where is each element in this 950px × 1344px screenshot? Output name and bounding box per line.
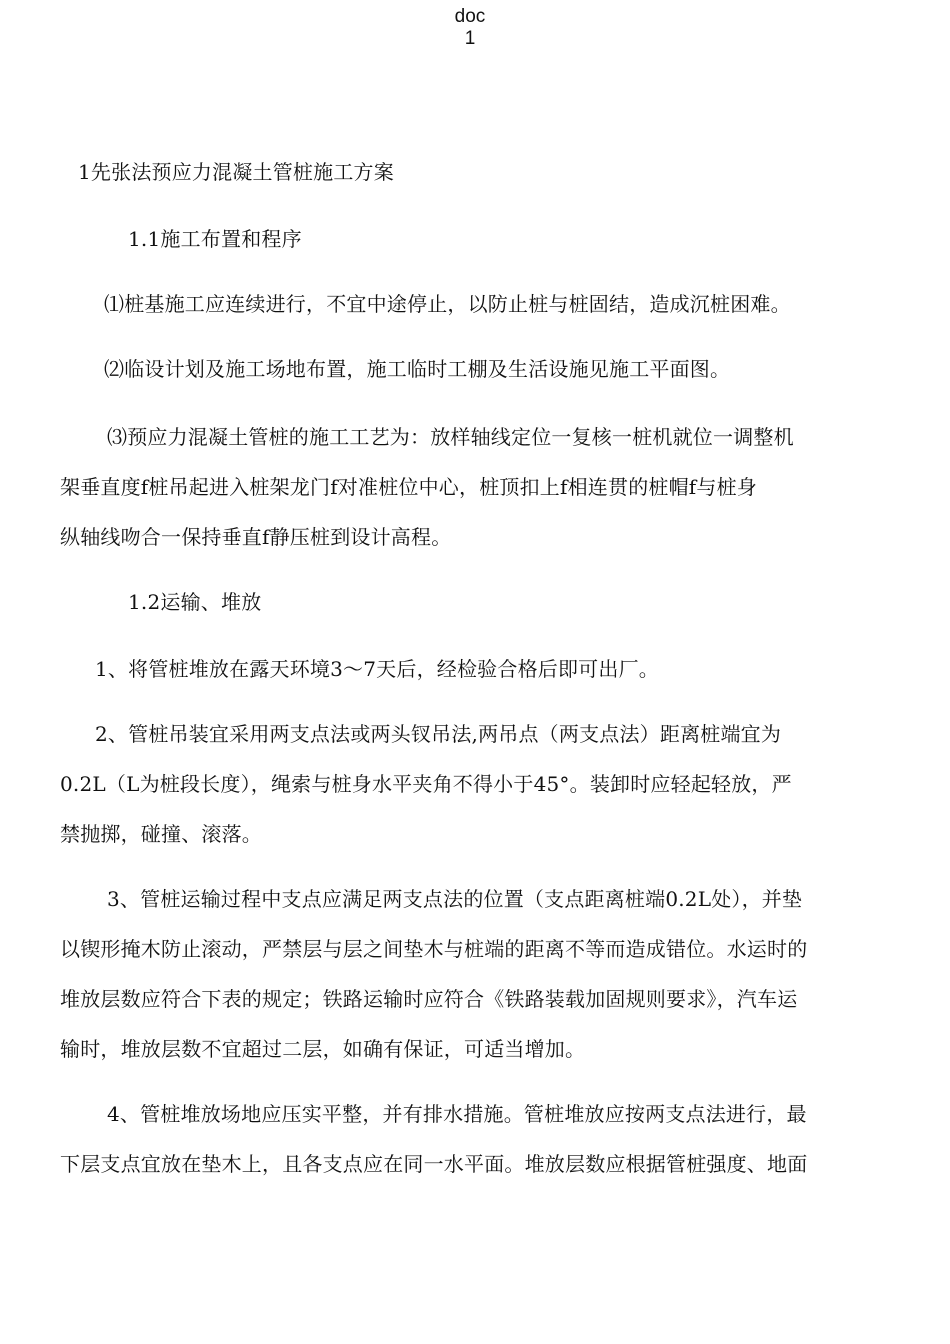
paragraph-line: ⑵临设计划及施工场地布置，施工临时工棚及生活设施见施工平面图。 — [104, 357, 731, 381]
paragraph-line: 2、管桩吊装宜采用两支点法或两头钗吊法,两吊点（两支点法）距离桩端宜为 — [95, 722, 782, 746]
paragraph-line: 堆放层数应符合下表的规定；铁路运输时应符合《铁路装载加固规则要求》，汽车运 — [60, 987, 798, 1011]
paragraph-line: 3、管桩运输过程中支点应满足两支点法的位置（支点距离桩端0.2L处），并垫 — [107, 887, 803, 911]
paragraph-line: 输时，堆放层数不宜超过二层，如确有保证，可适当增加。 — [60, 1037, 586, 1061]
paragraph-line: ⑴桩基施工应连续进行，不宜中途停止，以防止桩与桩固结，造成沉桩困难。 — [104, 292, 791, 316]
subsection-heading-1-1: 1.1施工布置和程序 — [128, 227, 302, 251]
paragraph-line: 4、管桩堆放场地应压实平整，并有排水措施。管桩堆放应按两支点法进行，最 — [107, 1102, 807, 1126]
header-page-number: 1 — [464, 28, 476, 49]
paragraph-line: 纵轴线吻合一保持垂直f静压桩到设计高程。 — [60, 525, 452, 549]
paragraph-line: ⑶预应力混凝土管桩的施工工艺为：放样轴线定位一复核一桩机就位一调整机 — [107, 425, 794, 449]
subsection-heading-1-2: 1.2运输、堆放 — [128, 590, 262, 614]
paragraph-line: 禁抛掷，碰撞、滚落。 — [60, 822, 262, 846]
header-doc-label: doc — [454, 6, 486, 27]
paragraph-line: 以锲形掩木防止滚动，严禁层与层之间垫木与桩端的距离不等而造成错位。水运时的 — [60, 937, 808, 961]
paragraph-line: 1、将管桩堆放在露天环境3～7天后，经检验合格后即可出厂。 — [95, 657, 659, 681]
paragraph-line: 0.2L（L为桩段长度），绳索与桩身水平夹角不得小于45°。装卸时应轻起轻放，严 — [60, 772, 792, 796]
document-header — [0, 6, 940, 50]
paragraph-line: 下层支点宜放在垫木上，且各支点应在同一水平面。堆放层数应根据管桩强度、地面 — [60, 1152, 808, 1176]
paragraph-line: 架垂直度f桩吊起进入桩架龙门f对准桩位中心，桩顶扣上f相连贯的桩帽f与桩身 — [60, 475, 758, 499]
section-heading-1: 1先张法预应力混凝土管桩施工方案 — [78, 160, 394, 184]
